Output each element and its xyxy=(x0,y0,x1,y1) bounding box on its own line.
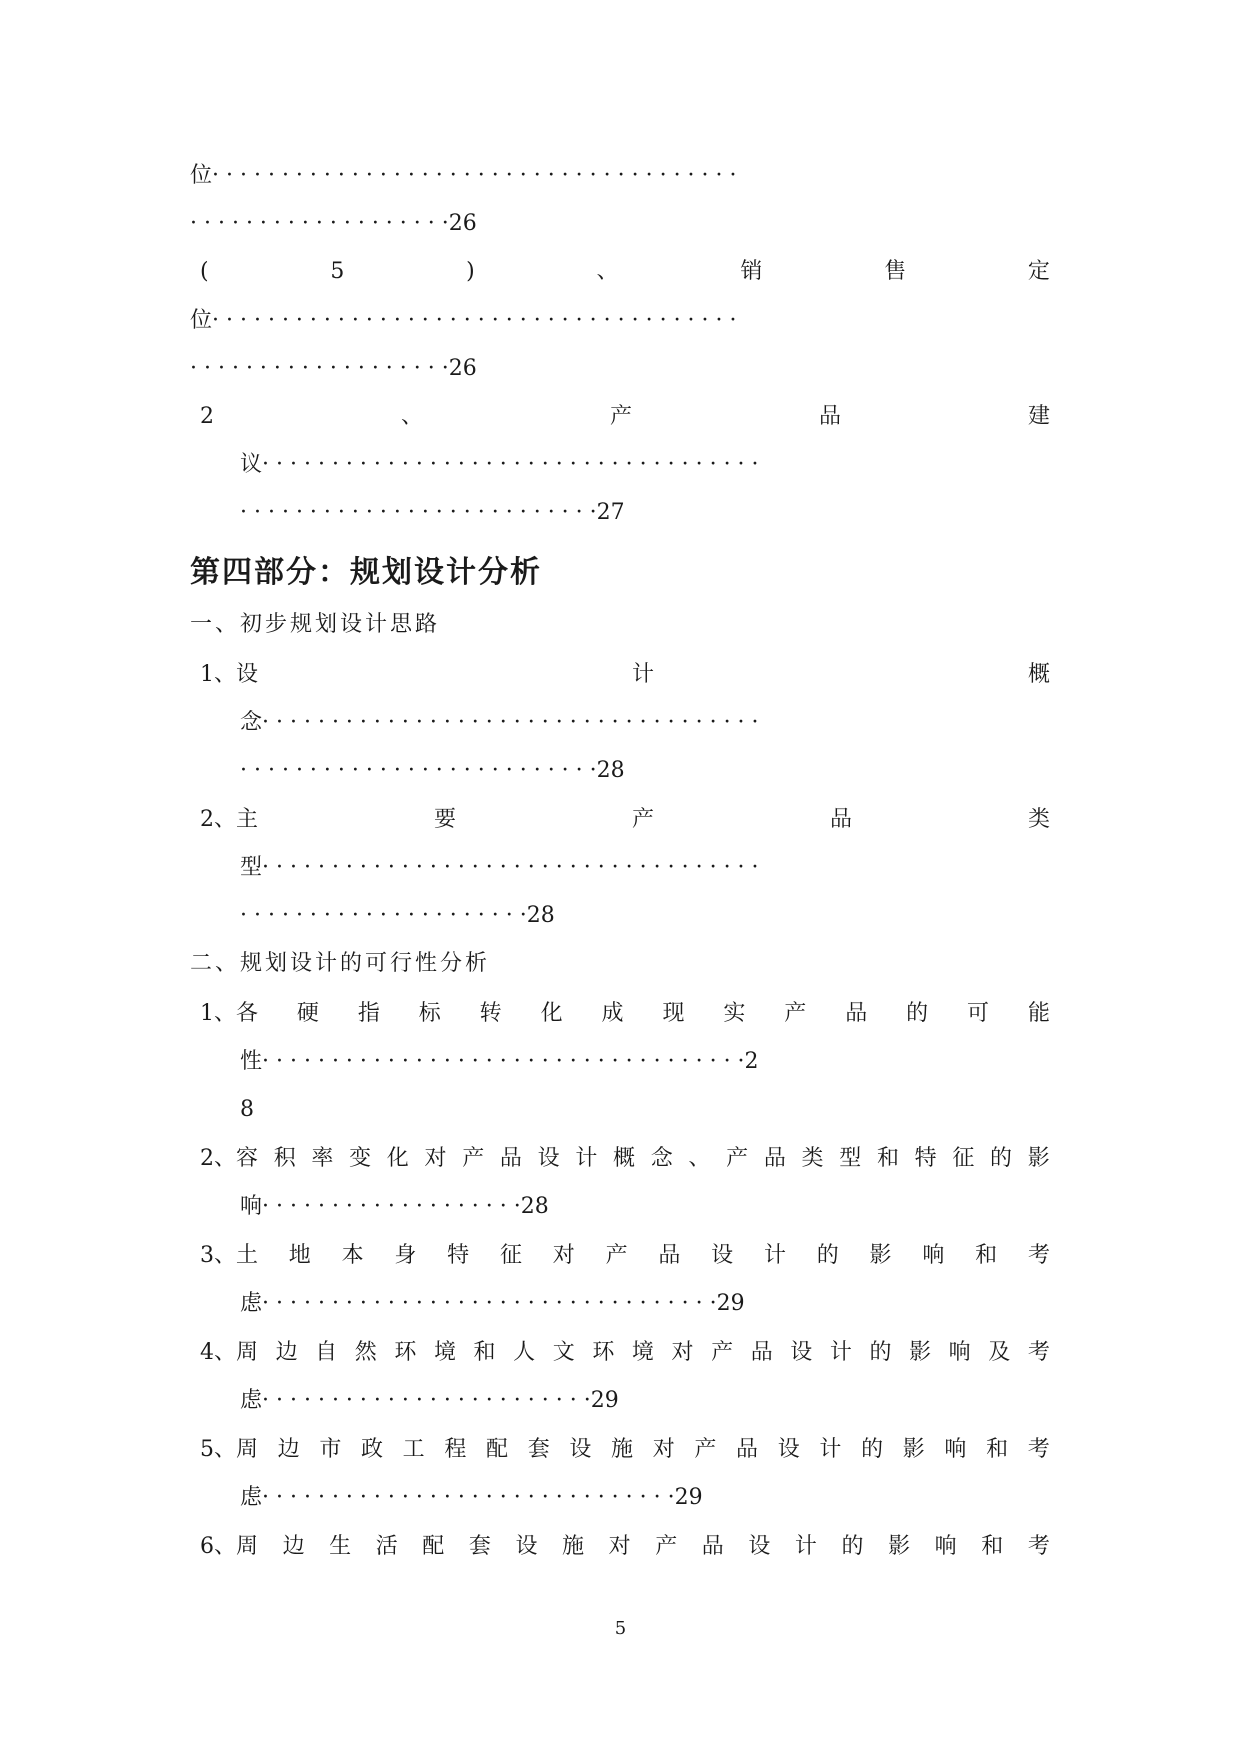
toc-char: 品 xyxy=(818,404,841,429)
toc-char: 计 xyxy=(829,1340,852,1365)
toc-char: 品 xyxy=(763,1146,786,1171)
toc-char: ( xyxy=(200,259,209,284)
toc-char: 、 xyxy=(596,259,619,284)
toc-char: 征 xyxy=(499,1243,522,1268)
toc-char: 考 xyxy=(1027,1534,1050,1559)
toc-char: 设 xyxy=(777,1437,800,1462)
toc-char: 类 xyxy=(1027,807,1050,832)
toc-leader: · · · · · · · · · · · · · · · · · · · · · · · · · · xyxy=(240,758,597,783)
toc-text: 念 xyxy=(240,710,263,735)
part-heading: 第四部分：规划设计分析 xyxy=(190,555,542,590)
toc-char: 变 xyxy=(349,1146,372,1171)
toc-page-number: 28 xyxy=(520,1194,549,1219)
toc-row xyxy=(190,301,1050,341)
toc-leader: · · · · · · · · · · · · · · · · · · · · · · · · xyxy=(262,1388,591,1413)
toc-char: 征 xyxy=(952,1146,975,1171)
toc-char: 本 xyxy=(341,1243,364,1268)
toc-char: 计 xyxy=(763,1243,786,1268)
toc-char: 人 xyxy=(513,1340,536,1365)
toc-char: 产 xyxy=(631,807,654,832)
toc-char: 硬 xyxy=(296,1001,319,1026)
toc-char: 响 xyxy=(944,1437,967,1462)
toc-leader: · · · · · · · · · · · · · · · · · · · · · · · · · · · · · · · · · · · · xyxy=(262,452,759,477)
toc-text: 虑 xyxy=(240,1485,263,1510)
toc-row xyxy=(200,252,1050,292)
toc-char: 设 xyxy=(515,1534,538,1559)
toc-page-number: 29 xyxy=(590,1388,619,1413)
toc-char: 边 xyxy=(282,1534,305,1559)
toc-leader: · · · · · · · · · · · · · · · · · · · · · · · · · · xyxy=(240,500,597,525)
toc-text: 性 xyxy=(240,1049,263,1074)
toc-char: 及 xyxy=(988,1340,1011,1365)
toc-leader: · · · · · · · · · · · · · · · · · · · · · xyxy=(240,903,527,928)
toc-char: 品 xyxy=(658,1243,681,1268)
toc-row xyxy=(240,1478,1050,1518)
toc-char: 产 xyxy=(694,1437,717,1462)
toc-row xyxy=(240,1090,1050,1130)
toc-char: 品 xyxy=(845,1001,868,1026)
toc-row xyxy=(240,1381,1050,1421)
toc-char: 的 xyxy=(990,1146,1013,1171)
toc-char: 品 xyxy=(736,1437,759,1462)
toc-row xyxy=(200,1333,1050,1373)
toc-char: 和 xyxy=(975,1243,998,1268)
toc-leader: · · · · · · · · · · · · · · · · · · · · · · · · · · · · · · · · · · · · xyxy=(262,855,759,880)
toc-char: 和 xyxy=(876,1146,899,1171)
toc-text: 议 xyxy=(240,452,263,477)
toc-char: 、 xyxy=(400,404,423,429)
toc-char: 2 xyxy=(200,404,214,429)
toc-char: 活 xyxy=(375,1534,398,1559)
toc-char: 类 xyxy=(801,1146,824,1171)
toc-char: 6、周 xyxy=(200,1534,258,1559)
toc-char: 影 xyxy=(909,1340,932,1365)
toc-char: 对 xyxy=(671,1340,694,1365)
toc-char: 对 xyxy=(608,1534,631,1559)
toc-char: 和 xyxy=(981,1534,1004,1559)
toc-row xyxy=(200,655,1050,695)
toc-char: 5、周 xyxy=(200,1437,258,1462)
toc-char: 的 xyxy=(841,1534,864,1559)
toc-row xyxy=(240,1284,1050,1324)
section-heading: 二、规划设计的可行性分析 xyxy=(190,951,491,976)
toc-leader: · · · · · · · · · · · · · · · · · · · · · · · · · · · · · · · · · · · · xyxy=(262,710,759,735)
toc-char: 产 xyxy=(609,404,632,429)
toc-char: 定 xyxy=(1027,259,1050,284)
toc-char: 自 xyxy=(315,1340,338,1365)
toc-char: 计 xyxy=(794,1534,817,1559)
toc-row xyxy=(240,896,1050,936)
toc-page-number: 28 xyxy=(596,758,625,783)
toc-page-number: 29 xyxy=(674,1485,703,1510)
toc-char: 配 xyxy=(422,1534,445,1559)
toc-char: 环 xyxy=(592,1340,615,1365)
toc-char: 化 xyxy=(540,1001,563,1026)
toc-row xyxy=(190,204,1050,244)
toc-char: 概 xyxy=(1027,662,1050,687)
toc-char: 响 xyxy=(948,1340,971,1365)
toc-char: 边 xyxy=(277,1437,300,1462)
toc-char: 积 xyxy=(273,1146,296,1171)
toc-char: 施 xyxy=(611,1437,634,1462)
toc-row xyxy=(200,397,1050,437)
toc-char: 设 xyxy=(569,1437,592,1462)
toc-char: 的 xyxy=(906,1001,929,1026)
toc-char: 4、周 xyxy=(200,1340,258,1365)
toc-text: 虑 xyxy=(240,1291,263,1316)
toc-char: 念 xyxy=(650,1146,673,1171)
toc-char: 设 xyxy=(790,1340,813,1365)
toc-leader: · · · · · · · · · · · · · · · · · · · · · · · · · · · · · · · · · xyxy=(262,1291,717,1316)
toc-char: ) xyxy=(466,259,475,284)
toc-char: 2、容 xyxy=(200,1146,258,1171)
toc-leader: · · · · · · · · · · · · · · · · · · · xyxy=(190,356,449,381)
toc-char: 品 xyxy=(829,807,852,832)
toc-char: 品 xyxy=(499,1146,522,1171)
toc-char: 转 xyxy=(479,1001,502,1026)
toc-char: 考 xyxy=(1027,1340,1050,1365)
toc-row xyxy=(200,800,1050,840)
toc-char: 5 xyxy=(330,259,345,284)
toc-char: 市 xyxy=(319,1437,342,1462)
toc-char: 和 xyxy=(473,1340,496,1365)
toc-char: 标 xyxy=(418,1001,441,1026)
toc-page-number: 27 xyxy=(596,500,625,525)
toc-char: 计 xyxy=(819,1437,842,1462)
toc-row xyxy=(240,751,1050,791)
toc-leader: · · · · · · · · · · · · · · · · · · · · · · · · · · · · · · · · · · · · · · xyxy=(212,308,737,333)
page-number: 5 xyxy=(614,1618,627,1639)
toc-char: 套 xyxy=(468,1534,491,1559)
toc-char: 产 xyxy=(462,1146,485,1171)
toc-char: 影 xyxy=(902,1437,925,1462)
toc-page-number: 8 xyxy=(240,1097,254,1122)
toc-char: 特 xyxy=(447,1243,470,1268)
toc-page-number: 28 xyxy=(526,903,555,928)
toc-row xyxy=(200,1527,1050,1567)
toc-char: 考 xyxy=(1027,1243,1050,1268)
toc-char: 设 xyxy=(748,1534,771,1559)
toc-char: 特 xyxy=(914,1146,937,1171)
toc-char: 响 xyxy=(934,1534,957,1559)
toc-char: 影 xyxy=(1027,1146,1050,1171)
toc-char: 1、各 xyxy=(200,1001,258,1026)
toc-char: 指 xyxy=(357,1001,380,1026)
toc-char: 计 xyxy=(575,1146,598,1171)
toc-leader: · · · · · · · · · · · · · · · · · · · xyxy=(190,211,449,236)
toc-char: 然 xyxy=(354,1340,377,1365)
toc-char: 产 xyxy=(711,1340,734,1365)
toc-leader: · · · · · · · · · · · · · · · · · · · · · · · · · · · · · · xyxy=(262,1485,675,1510)
toc-char: 型 xyxy=(839,1146,862,1171)
toc-row xyxy=(190,156,1050,196)
toc-char: 对 xyxy=(652,1437,675,1462)
toc-char: 2、主 xyxy=(200,807,258,832)
toc-char: 品 xyxy=(701,1534,724,1559)
toc-row xyxy=(200,994,1050,1034)
section-heading: 一、初步规划设计思路 xyxy=(190,612,441,637)
toc-char: 程 xyxy=(444,1437,467,1462)
toc-text: 位 xyxy=(190,163,213,188)
toc-leader: · · · · · · · · · · · · · · · · · · · · · · · · · · · · · · · · · · · xyxy=(262,1049,745,1074)
toc-char: 产 xyxy=(605,1243,628,1268)
toc-char: 要 xyxy=(433,807,456,832)
toc-char: 的 xyxy=(816,1243,839,1268)
toc-leader: · · · · · · · · · · · · · · · · · · · xyxy=(262,1194,521,1219)
toc-leader: · · · · · · · · · · · · · · · · · · · · · · · · · · · · · · · · · · · · · · xyxy=(212,163,737,188)
toc-page-number: 26 xyxy=(448,211,477,236)
toc-char: 工 xyxy=(402,1437,425,1462)
toc-char: 品 xyxy=(750,1340,773,1365)
toc-char: 能 xyxy=(1027,1001,1050,1026)
toc-char: 实 xyxy=(723,1001,746,1026)
toc-char: 对 xyxy=(552,1243,575,1268)
toc-char: 境 xyxy=(631,1340,654,1365)
toc-char: 文 xyxy=(552,1340,575,1365)
toc-char: 可 xyxy=(967,1001,990,1026)
toc-row xyxy=(240,1187,1050,1227)
toc-row xyxy=(240,703,1050,743)
toc-char: 建 xyxy=(1027,404,1050,429)
toc-char: 1、设 xyxy=(200,662,258,687)
toc-row xyxy=(200,1430,1050,1470)
toc-char: 的 xyxy=(869,1340,892,1365)
toc-text: 型 xyxy=(240,855,263,880)
toc-text: 响 xyxy=(240,1194,263,1219)
toc-char: 配 xyxy=(486,1437,509,1462)
toc-char: 概 xyxy=(613,1146,636,1171)
toc-char: 生 xyxy=(329,1534,352,1559)
toc-row xyxy=(240,1042,1050,1082)
toc-char: 现 xyxy=(662,1001,685,1026)
toc-row xyxy=(240,848,1050,888)
toc-char: 3、土 xyxy=(200,1243,258,1268)
toc-row xyxy=(200,1139,1050,1179)
toc-char: 身 xyxy=(394,1243,417,1268)
toc-row xyxy=(240,493,1050,533)
toc-char: 产 xyxy=(784,1001,807,1026)
toc-char: 、 xyxy=(688,1146,711,1171)
toc-char: 设 xyxy=(537,1146,560,1171)
toc-text: 虑 xyxy=(240,1388,263,1413)
toc-page-number: 26 xyxy=(448,356,477,381)
toc-char: 影 xyxy=(869,1243,892,1268)
toc-char: 化 xyxy=(386,1146,409,1171)
toc-row xyxy=(240,445,1050,485)
toc-char: 响 xyxy=(922,1243,945,1268)
toc-char: 套 xyxy=(527,1437,550,1462)
toc-char: 设 xyxy=(711,1243,734,1268)
toc-char: 计 xyxy=(631,662,654,687)
toc-char: 的 xyxy=(861,1437,884,1462)
toc-page-number: 29 xyxy=(716,1291,745,1316)
toc-char: 产 xyxy=(726,1146,749,1171)
toc-row xyxy=(190,349,1050,389)
toc-char: 影 xyxy=(888,1534,911,1559)
toc-char: 售 xyxy=(884,259,907,284)
toc-char: 境 xyxy=(433,1340,456,1365)
toc-char: 地 xyxy=(288,1243,311,1268)
toc-row xyxy=(200,1236,1050,1276)
toc-char: 施 xyxy=(562,1534,585,1559)
toc-char: 边 xyxy=(275,1340,298,1365)
toc-char: 政 xyxy=(361,1437,384,1462)
toc-char: 对 xyxy=(424,1146,447,1171)
toc-char: 销 xyxy=(740,259,763,284)
toc-char: 成 xyxy=(601,1001,624,1026)
toc-char: 和 xyxy=(986,1437,1009,1462)
toc-char: 环 xyxy=(394,1340,417,1365)
toc-text: 位 xyxy=(190,308,213,333)
toc-page-number: 2 xyxy=(744,1049,759,1074)
toc-char: 率 xyxy=(311,1146,334,1171)
toc-char: 产 xyxy=(655,1534,678,1559)
toc-char: 考 xyxy=(1027,1437,1050,1462)
